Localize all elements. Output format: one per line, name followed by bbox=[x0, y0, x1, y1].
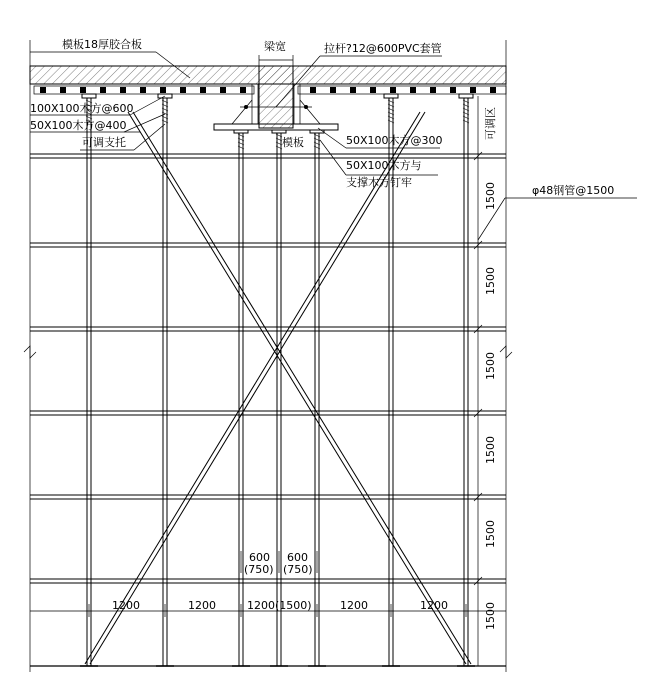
dim-inner-2: 600 bbox=[287, 551, 308, 564]
label-beam-width: 梁宽 bbox=[264, 40, 286, 53]
label-tie-rod: 拉杆?12@600PVC套管 bbox=[324, 42, 442, 55]
cross-bracing bbox=[85, 112, 471, 664]
dim-vertical-3: 1500 bbox=[484, 352, 497, 380]
label-timber-50-300: 50X100木方@300 bbox=[346, 134, 443, 147]
label-timber-50-400: 50X100木方@400 bbox=[30, 119, 127, 132]
break-mark-right bbox=[500, 346, 512, 358]
break-mark-left bbox=[24, 346, 36, 358]
label-timber-nail-2: 支撑木方钉牢 bbox=[346, 176, 412, 189]
dim-bottom-2: 1200 bbox=[188, 599, 216, 612]
dim-inner-sub-1: (750) bbox=[244, 563, 274, 576]
label-template: 模板 bbox=[282, 136, 304, 149]
concrete-beam bbox=[259, 66, 293, 128]
vertical-dimension-line bbox=[474, 96, 482, 666]
dim-bottom-3: 1200(1500) bbox=[247, 599, 312, 612]
dim-vertical-5: 1500 bbox=[484, 520, 497, 548]
dim-bottom-5: 1200 bbox=[420, 599, 448, 612]
beam-width-dimension bbox=[259, 55, 293, 66]
label-adjust-zone: 可调区 bbox=[484, 107, 497, 140]
label-steel-pipe: φ48钢管@1500 bbox=[532, 184, 615, 197]
label-timber-nail-1: 50X100木方与 bbox=[346, 159, 422, 172]
dim-inner-1: 600 bbox=[249, 551, 270, 564]
label-adjustable-support: 可调支托 bbox=[82, 136, 126, 149]
dim-vertical-6: 1500 bbox=[484, 602, 497, 630]
dim-bottom-1: 1200 bbox=[112, 599, 140, 612]
label-timber-100: 100X100木方@600 bbox=[30, 102, 134, 115]
dim-inner-sub-2: (750) bbox=[283, 563, 313, 576]
dim-bottom-4: 1200 bbox=[340, 599, 368, 612]
dim-vertical-2: 1500 bbox=[484, 267, 497, 295]
dim-vertical-4: 1500 bbox=[484, 436, 497, 464]
horizontal-ledgers bbox=[30, 154, 506, 583]
dim-vertical-1: 1500 bbox=[484, 182, 497, 210]
label-formwork: 模板18厚胶合板 bbox=[62, 38, 142, 51]
